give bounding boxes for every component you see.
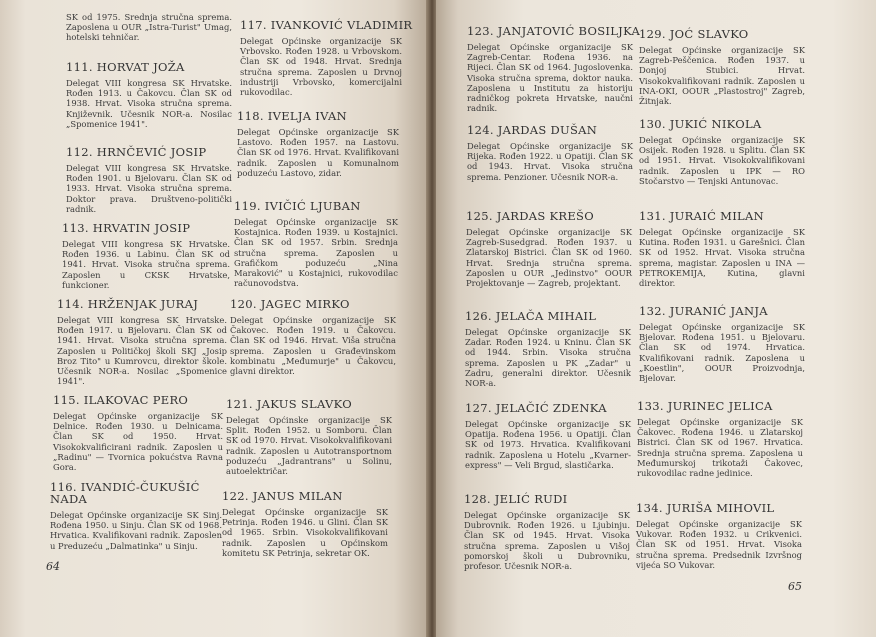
entry-title: 112. HRNČEVIĆ JOSIP	[66, 145, 207, 159]
entry-body: Delegat Općinske organizacije SK Kostajnica. Rođen 1939. u Kostajnici. Član SK od 1957. Srbin. Srednja stručna sprema. Zaposlen u Grafičkom poduzeću „Nina Maraković" u Kostajnici, rukovodilac računovodstva.	[234, 217, 398, 289]
entry-title: 134. JURIŠA MIHOVIL	[636, 501, 775, 515]
right-page	[436, 0, 876, 637]
entry-body: Delegat Općinske organizacije SK Sinj. Rođena 1950. u Sinju. Član SK od 1968. Hrvatica. Kvalifikovani radnik. Zaposlen u Preduzeću „Dalmatinka" u Sinju.	[50, 510, 222, 551]
entry-title: 123. JANJATOVIĆ BOSILJKA	[467, 24, 641, 38]
entry-title: 118. IVELJA IVAN	[237, 109, 347, 123]
entry-119	[234, 200, 398, 288]
entry-title: 117. IVANKOVIĆ VLADIMIR	[240, 18, 413, 32]
entry-111	[66, 61, 232, 129]
entry-112	[66, 146, 232, 214]
entry-body: SK od 1975. Srednja stručna sprema. Zaposlena u OUR „Istra-Turist" Umag, hotelski tehničar.	[66, 12, 232, 43]
entry-body: Delegat Općinske organizacije SK Čakovec. Rođen 1919. u Čakovcu. Član SK od 1946. Hrvat. Viša stručna sprema. Zaposlen u Građevinskom kombinatu „Međumurje" u Čakovcu, glavni direktor.	[230, 315, 396, 377]
entry-128	[464, 493, 630, 571]
entry-134	[636, 502, 802, 570]
entry-115	[53, 394, 223, 472]
entry-body: Delegat Općinske organizacije SK Zadar. Rođen 1924. u Kninu. Član SK od 1944. Srbin. Visoka stručna sprema. Zaposlen u PK „Zadar" u Zadru, generalni direktor. Učesnik NOR-a.	[465, 327, 631, 389]
entry-130	[639, 118, 805, 186]
entry-body: Delegat Općinske organizacije SK Vrbovsko. Rođen 1928. u Vrbovskom. Član SK od 1948. Hrvat. Srednja stručna sprema. Zaposlen u Drvnoj industriji Vrbovsko, komercijalni rukovodilac.	[240, 36, 402, 98]
entry-title: 133. JURINEC JELICA	[637, 399, 773, 413]
page-number-right: 65	[788, 580, 802, 593]
entry-body: Delegat VIII kongresa SK Hrvatske. Rođen 1901. u Bjelovaru. Član SK od 1933. Hrvat. Visoka stručna sprema. Doktor prava. Društveno-politički radnik.	[66, 163, 232, 214]
entry-title: 120. JAGEC MIRKO	[230, 297, 350, 311]
entry-133	[637, 400, 803, 478]
entry-118	[237, 110, 399, 178]
entry-body: Delegat Općinske organizacije SK Lastovo. Rođen 1957. na Lastovu. Član SK od 1976. Hrvat. Kvalifikovani radnik. Zaposlen u Komunalnom poduzeću Lastovo, zidar.	[237, 127, 399, 178]
page-number-left: 64	[46, 560, 60, 573]
entry-title: 114. HRŽENJAK JURAJ	[57, 297, 199, 311]
entry-114	[57, 298, 227, 386]
entry-120	[230, 298, 396, 376]
entry-title: 131. JURAIĆ MILAN	[639, 209, 764, 223]
entry-title: 132. JURANIĆ JANJA	[639, 304, 768, 318]
entry-body: Delegat Općinske organizacije SK Petrinja. Rođen 1946. u Glini. Član SK od 1965. Srbin. Visokokvalifikovani radnik. Zaposlen u Općinskom komitetu SK Petrinja, sekretar OK.	[222, 507, 388, 558]
entry-body: Delegat Općinske organizacije SK Delnice. Rođen 1930. u Delnicama. Član SK od 1950. Hrvat. Visokokvalificirani radnik. Zaposlen u „Radinu" — Tvornica pokućstva Ravna Gora.	[53, 411, 223, 473]
entry-body: Delegat Općinske organizacije SK Zagreb-Susedgrad. Rođen 1937. u Zlatarskoj Bistrici. Član SK od 1960. Hrvat. Srednja stručna sprema. Zaposlen u OUR „Jedinstvo" OOUR Projektovanje — Zagreb, projektant.	[466, 227, 632, 289]
entry-title: 127. JELAČIĆ ZDENKA	[465, 401, 607, 415]
entry-110-tail	[66, 12, 232, 43]
entry-122	[222, 490, 388, 558]
entry-126	[465, 310, 631, 388]
entry-body: Delegat Općinske organizacije SK Opatija. Rođena 1956. u Opatiji. Član SK od 1973. Hrvatica. Kvalifikovani radnik. Zaposlena u Hotelu „Kvarner-express" — Veli Brgud, slastičarka.	[465, 419, 631, 470]
entry-129	[639, 28, 805, 106]
entry-body: Delegat Općinske organizacije SK Bjelovar. Rođena 1951. u Bjelovaru. Član SK od 1974. Hrvatica. Kvalifikovani radnik. Zaposlena u „Koestlin", OOUR Proizvodnja, Bjelovar.	[639, 322, 805, 384]
entry-body: Delegat VIII kongresa SK Hrvatske. Rođen 1913. u Čakovcu. Član SK od 1938. Hrvat. Visoka stručna sprema. Književnik. Učesnik NOR-a. Nosilac „Spomenice 1941".	[66, 78, 232, 129]
entry-body: Delegat VIII kongresa SK Hrvatske. Rođen 1917. u Bjelovaru. Član SK od 1941. Hrvat. Visoka stručna sprema. Zaposlen u Političkoj školi SKJ „Josip Broz Tito" u Kumrovcu, direktor škole. Učesnik NOR-a. Nosilac „Spomenice 1941".	[57, 315, 227, 387]
entry-113	[62, 222, 230, 290]
entry-body: Delegat Općinske organizacije SK Split. Rođen 1952. u Somboru. Član SK od 1970. Hrvat. Visokokvalifikovani radnik. Zaposlen u Autotransportnom poduzeću „Jadrantrans" u Solinu, autoelektričar.	[226, 415, 392, 477]
entry-123	[467, 24, 641, 114]
entry-body: Delegat Općinske organizacije SK Zagreb-Centar. Rođena 1936. na Rijeci. Član SK od 1964. Jugoslovenka. Visoka stručna sprema, doktor nauka. Zaposlena u Institutu za historiju radničkog pokreta Hrvatske, naučni radnik.	[467, 42, 633, 114]
entry-125	[466, 210, 632, 288]
entry-title: 129. JOĆ SLAVKO	[639, 27, 749, 41]
entry-body: Delegat VIII kongresa SK Hrvatske. Rođen 1936. u Labinu. Član SK od 1941. Hrvat. Visoka stručna sprema. Zaposlen u CKSK Hrvatske, funkcioner.	[62, 239, 230, 290]
entry-body: Delegat Općinske organizacije SK Dubrovnik. Rođen 1926. u Ljubinju. Član SK od 1945. Hrvat. Visoka stručna sprema. Zaposlen u Višoj pomorskoj školi u Dubrovniku, profesor. Učesnik NOR-a.	[464, 510, 630, 572]
entry-title: 122. JANUS MILAN	[222, 489, 343, 503]
entry-131	[639, 210, 805, 288]
entry-body: Delegat Općinske organizacije SK Rijeka. Rođen 1922. u Opatiji. Član SK od 1943. Hrvat. Visoka stručna sprema. Penzioner. Učesnik NOR-a.	[467, 141, 633, 182]
entry-116	[50, 481, 222, 551]
entry-117	[240, 18, 413, 98]
entry-124	[467, 124, 633, 182]
entry-body: Delegat Općinske organizacije SK Kutina. Rođen 1931. u Garešnici. Član SK od 1952. Hrvat. Visoka stručna sprema, magistar. Zaposlen u INA — PETROKEMIJA, Kutina, glavni direktor.	[639, 227, 805, 289]
entry-title: 113. HRVATIN JOSIP	[62, 221, 191, 235]
entry-title: 124. JARDAS DUŠAN	[467, 123, 598, 137]
entry-body: Delegat Općinske organizacije SK Osijek. Rođen 1928. u Splitu. Član SK od 1951. Hrvat. Visokokvalifikovani radnik. Zaposlen u IPK — RO Stočarstvo — Tenjski Antunovac.	[639, 135, 805, 186]
entry-title: 115. ILAKOVAC PERO	[53, 393, 189, 407]
entry-body: Delegat Općinske organizacije SK Čakovec. Rođena 1946. u Zlatarskoj Bistrici. Član SK od 1967. Hrvatica. Srednja stručna sprema. Zaposlena u Međumurskoj trikotaži Čakovec, rukovodilac radne jedinice.	[637, 417, 803, 479]
entry-title: 126. JELAČA MIHAIL	[465, 309, 597, 323]
entry-121	[226, 398, 392, 476]
entry-body: Delegat Općinske organizacije SK Zagreb-Peščenica. Rođen 1937. u Donjoj Stubici. Hrvat. Visokokvalifikovani radnik. Zaposlen u INA-OKI, OOUR „Plastostroj" Zagreb, Žitnjak.	[639, 45, 805, 107]
entry-body: Delegat Općinske organizacije SK Vukovar. Rođen 1932. u Crikvenici. Član SK od 1951. Hrvat. Visoka stručna sprema. Predsednik Izvršnog vijeća SO Vukovar.	[636, 519, 802, 570]
left-page	[0, 0, 428, 637]
entry-title: 130. JUKIĆ NIKOLA	[639, 117, 762, 131]
entry-title: 119. IVIČIĆ LJUBAN	[234, 199, 361, 213]
entry-title: 116. IVANDIĆ-ČUKUŠIĆ NADA	[50, 480, 200, 506]
entry-title: 125. JARDAS KREŠO	[466, 209, 594, 223]
entry-title: 121. JAKUS SLAVKO	[226, 397, 352, 411]
entry-title: 128. JELIĆ RUDI	[464, 492, 568, 506]
entry-127	[465, 402, 631, 470]
entry-title: 111. HORVAT JOŽA	[66, 60, 185, 74]
entry-132	[639, 305, 805, 383]
